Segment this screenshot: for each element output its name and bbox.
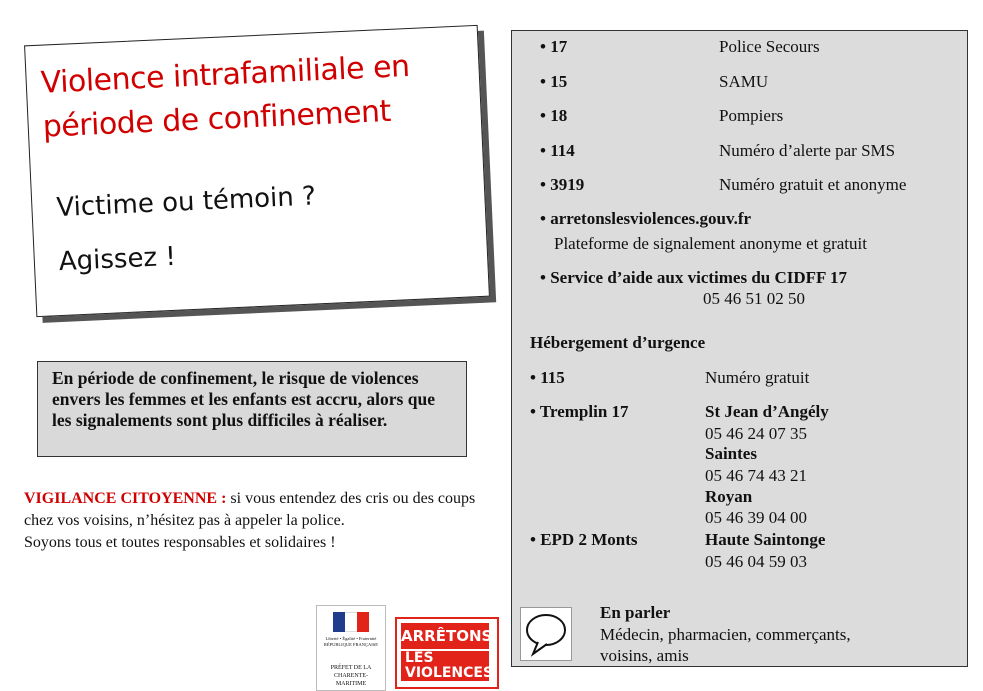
arretons-logo	[395, 617, 499, 689]
speech-bubble-icon	[520, 607, 572, 661]
title-card	[24, 25, 490, 317]
marianne-flag-icon	[333, 612, 369, 632]
alert-text: En période de confinement, le risque de violences envers les femmes et les enfants est accru, alors que les signalements sont plus difficiles à réaliser.	[52, 368, 435, 430]
vigilance-label: VIGILANCE CITOYENNE :	[24, 490, 227, 507]
alert-box	[37, 361, 467, 457]
victim-witness-text: Victime ou témoin ?	[55, 181, 317, 224]
prefet-motto: Liberté • Égalité • Fraternité RÉPUBLIQUE FRANÇAISE	[323, 636, 379, 647]
website-link[interactable]: arretonslesviolences.gouv.fr	[550, 209, 752, 228]
vigilance-text: si vous entendez des cris ou des coups chez vos voisins, n’hésitez pas à appeler la police.	[24, 490, 476, 529]
arretons-top: ARRÊTONS	[401, 623, 489, 649]
prefet-name: PRÉFET DE LA CHARENTE-MARITIME	[330, 665, 372, 687]
vigilance-block	[24, 488, 494, 554]
arretons-bottom: LES VIOLENCES	[401, 651, 489, 681]
act-text: Agissez !	[58, 241, 177, 278]
contacts-panel: • 17 Police Secours • 15 SAMU • 18 Pompiers • 114 Numéro d’alerte par SMS • 3919 Numéro gratuit et anonyme • arretonslesviolences.gouv.fr Plateforme de signalement anonyme et gratuit • Service d’aide aux victimes du CIDFF 17 05 46 51 02 50 Hébergement d’urgence • 115 Numéro gratuit • Tremplin 17 St Jean d’Angély 05 46 24 07 35 Saintes 05 46 74 43 21 Royan 05 46 39 04 00 • EPD 2 Monts Haute Saintonge 05 46 04 59 03 En parler Médecin, pharmacien, commerçants, voisins, amis	[511, 30, 968, 667]
title-line-1: Violence intrafamiliale en	[40, 48, 411, 101]
title-line-2: période de confinement	[41, 93, 392, 145]
prefet-logo	[316, 605, 386, 691]
title-text	[40, 45, 413, 150]
solidarity-text: Soyons tous et toutes responsables et solidaires !	[24, 534, 336, 551]
